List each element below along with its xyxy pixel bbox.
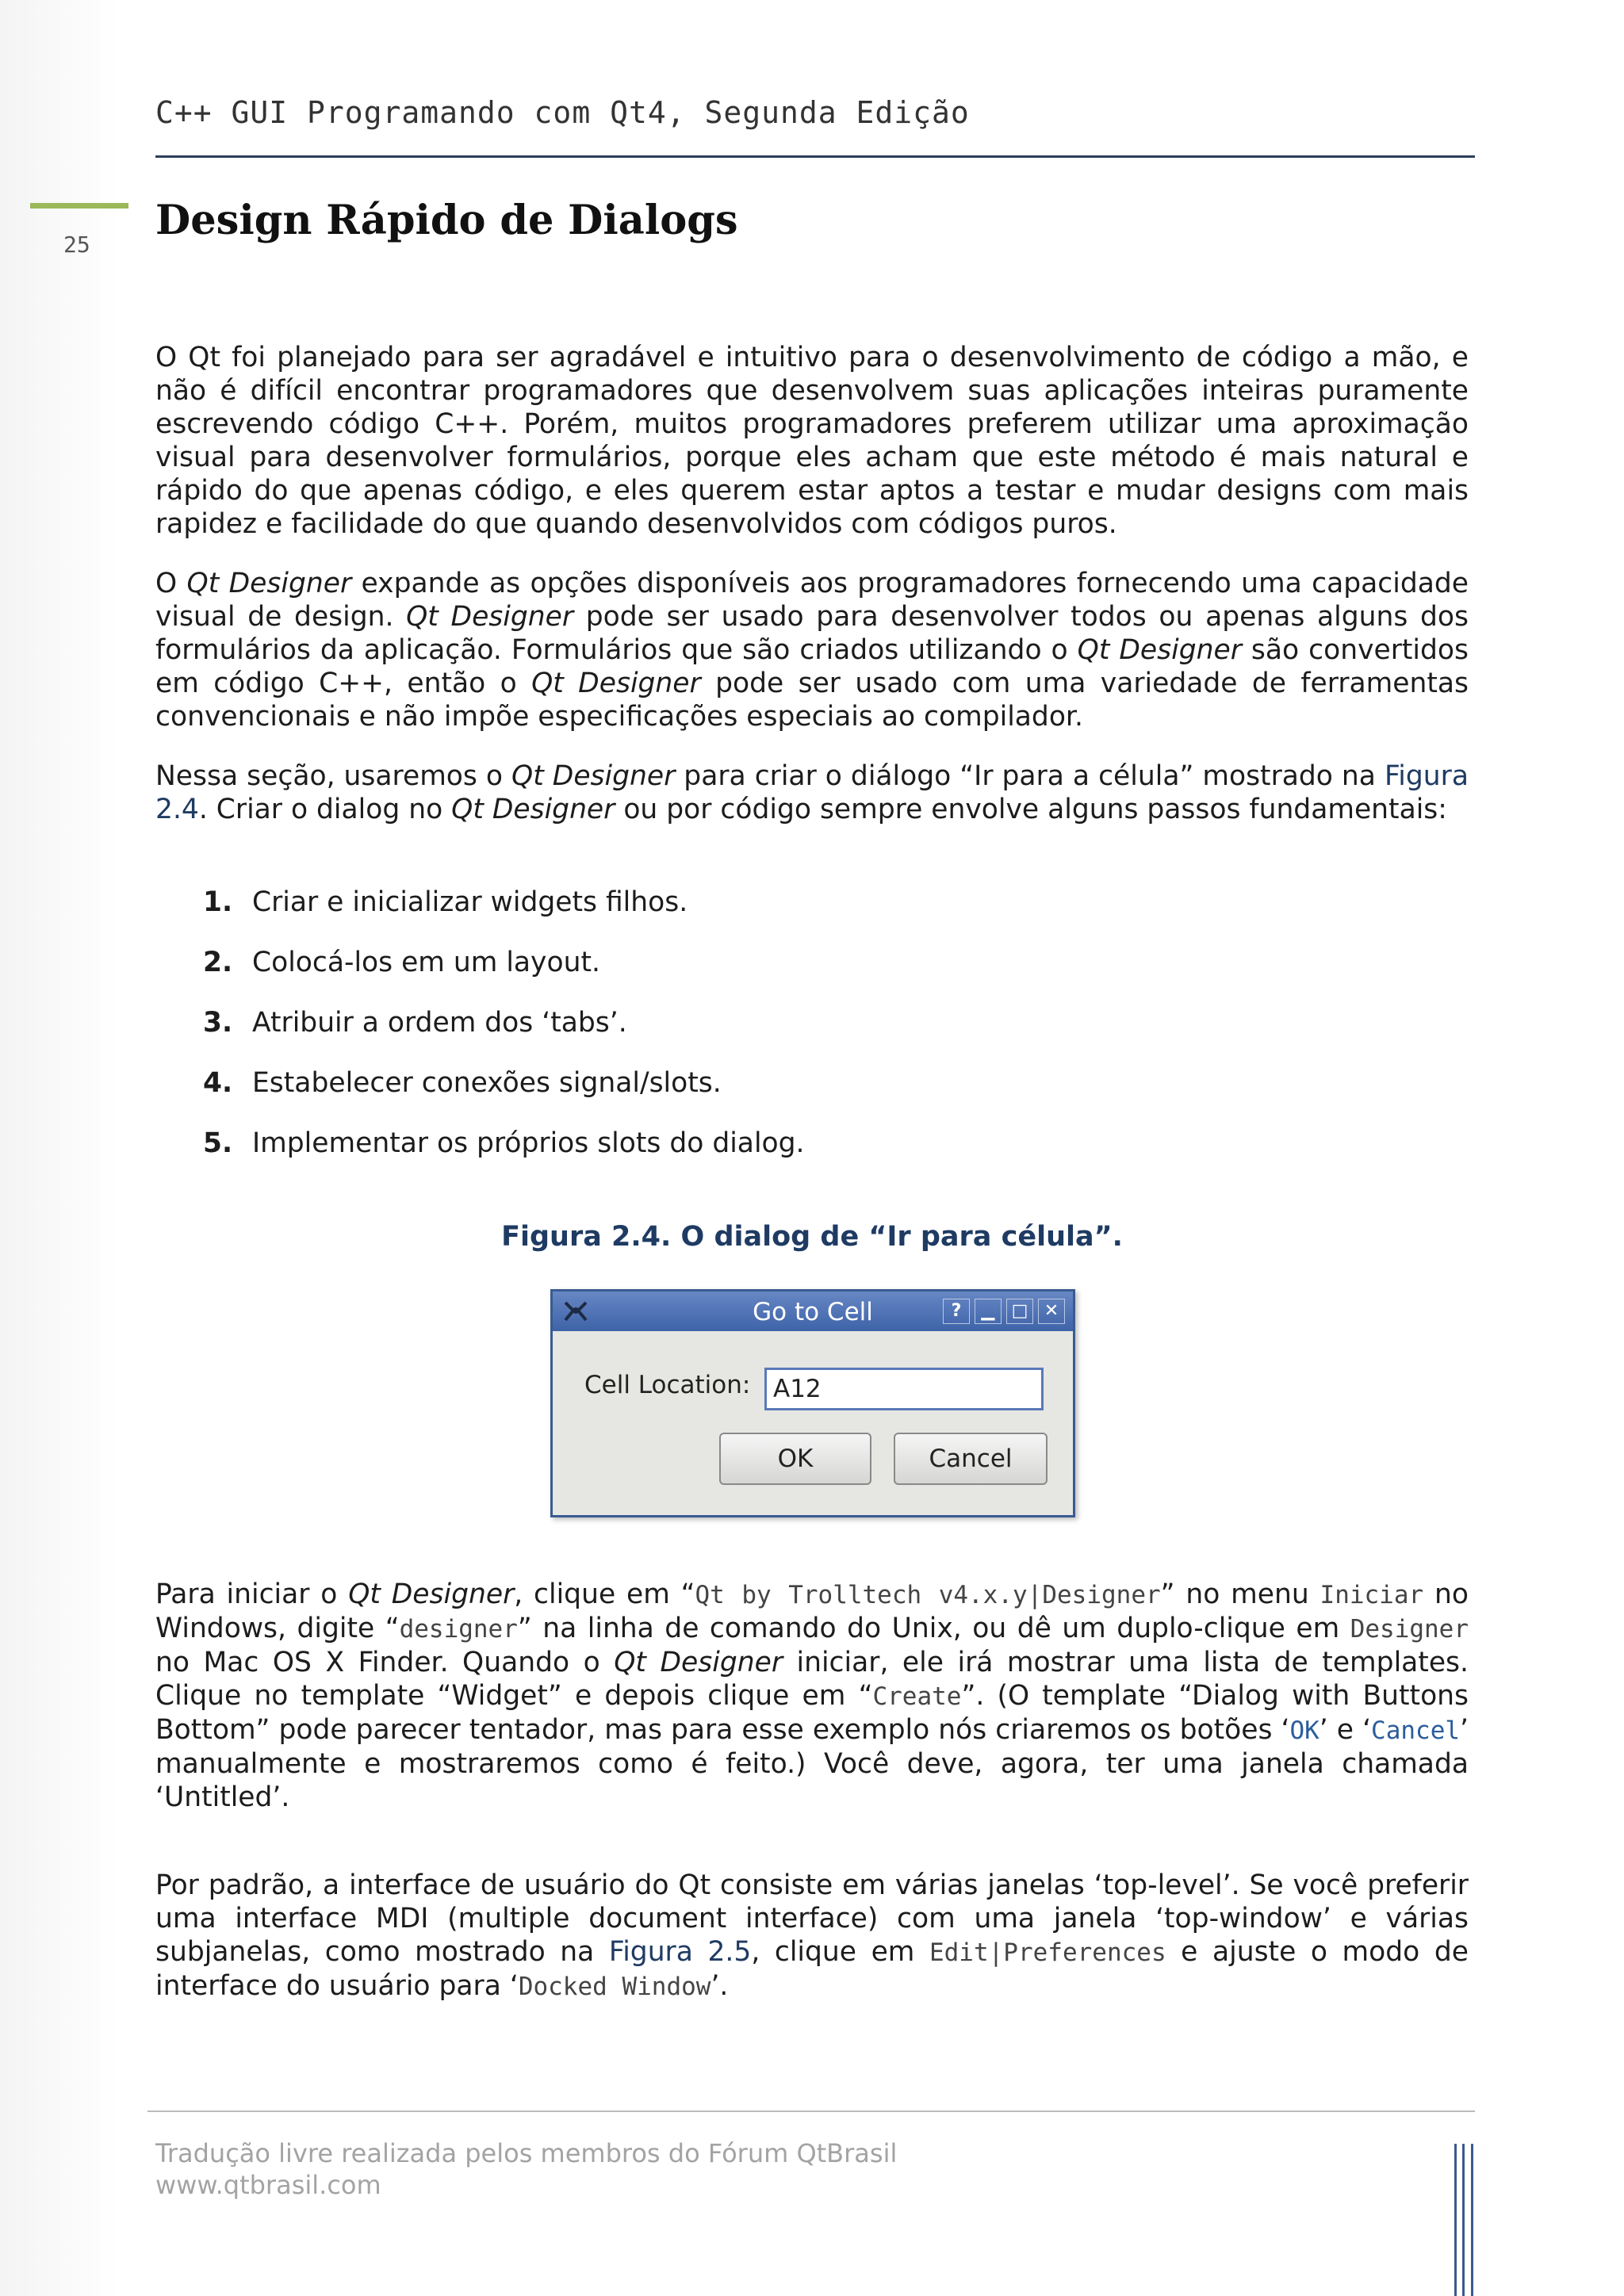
list-item — [203, 1067, 805, 1127]
emphasis: Qt Designer — [451, 794, 615, 825]
cell-location-label: Cell Location: — [584, 1371, 751, 1399]
step-number: 3. — [203, 1007, 233, 1039]
figure-link[interactable]: Figura 2.4 — [155, 760, 1469, 825]
footer-decoration — [1454, 2144, 1473, 2296]
running-header: C++ GUI Programando com Qt4, Segunda Edição — [155, 95, 970, 130]
code-text: Edit|Preferences — [929, 1938, 1166, 1967]
emphasis: Qt Designer — [186, 568, 352, 599]
list-item — [203, 947, 805, 1007]
footer-url: www.qtbrasil.com — [155, 2170, 381, 2200]
step-text: Implementar os próprios slots do dialog. — [252, 1127, 805, 1159]
cancel-button[interactable]: Cancel — [894, 1433, 1048, 1485]
emphasis: Qt Designer — [406, 601, 574, 633]
code-text: Iniciar — [1320, 1581, 1424, 1609]
code-text: designer — [399, 1615, 518, 1644]
steps-list — [203, 886, 805, 1188]
figure-link[interactable]: Figura 2.5 — [608, 1936, 752, 1968]
paragraph-intro: O Qt foi planejado para ser agradável e intuitivo para o desenvolvimento de código a mão, e não é difícil encontrar programadores que desenvolvem suas aplicações inteiras puramente escrevendo código C++. Porém, muitos programadores preferem utilizar uma aproximação visual para desenvolver formulários, porque eles acham que este método é mais natural e rápido do que apenas código, e eles querem estar aptos a testar e mudar designs com mais rapidez e facilidade do que quando desenvolvidos com códigos puros. — [155, 342, 1469, 540]
dialog-title: Go to Cell — [753, 1298, 873, 1326]
list-item — [203, 886, 805, 947]
maximize-icon[interactable]: □ — [1006, 1299, 1033, 1324]
emphasis: Qt Designer — [531, 668, 701, 699]
list-item — [203, 1007, 805, 1067]
step-number: 2. — [203, 947, 233, 978]
emphasis: Qt Designer — [511, 760, 676, 792]
cell-location-input[interactable]: A12 — [764, 1368, 1044, 1410]
code-text: Qt by Trolltech v4.x.y|Designer — [695, 1581, 1161, 1609]
footer-credit: Tradução livre realizada pelos membros do Fórum QtBrasil — [155, 2138, 898, 2168]
page-number: 25 — [63, 232, 90, 258]
emphasis: Qt Designer — [1077, 634, 1242, 666]
step-number: 1. — [203, 886, 233, 918]
step-number: 5. — [203, 1127, 233, 1159]
help-icon[interactable]: ? — [943, 1299, 970, 1324]
footer — [155, 2137, 897, 2201]
code-text: OK — [1289, 1716, 1320, 1745]
go-to-cell-dialog — [550, 1289, 1075, 1517]
list-item — [203, 1127, 805, 1188]
ok-button[interactable]: OK — [719, 1433, 871, 1485]
code-text: Docked Window — [518, 1973, 711, 2001]
code-text: Cancel — [1371, 1716, 1461, 1745]
step-number: 4. — [203, 1067, 233, 1099]
paragraph-section-intro: Nessa seção, usaremos o Qt Designer para criar o diálogo “Ir para a célula” mostrado na Figura 2.4. Criar o dialog no Qt Designer ou por código sempre envolve alguns passos fundamentais: — [155, 760, 1469, 825]
footer-divider — [147, 2110, 1475, 2112]
minimize-icon[interactable]: ▁ — [975, 1299, 1002, 1324]
code-text: Designer — [1350, 1615, 1469, 1644]
paragraph-qt-designer: O Qt Designer expande as opções disponíveis aos programadores fornecendo uma capacidade visual de design. Qt Designer pode ser usado para desenvolver todos ou apenas alguns dos formulários da aplicação. Formulários que são criados utilizando o Qt Designer são convertidos em código C++, então o Qt Designer pode ser usado com uma variedade de ferramentas convencionais e não impõe especificações especiais ao compilador. — [155, 568, 1469, 733]
code-text: Create — [872, 1682, 962, 1711]
step-text: Atribuir a ordem dos ‘tabs’. — [252, 1007, 627, 1039]
emphasis: Qt Designer — [348, 1578, 515, 1610]
step-text: Colocá-los em um layout. — [252, 947, 600, 978]
figure-caption: Figura 2.4. O dialog de “Ir para célula”. — [501, 1221, 1123, 1253]
page-tab-accent — [30, 203, 128, 209]
emphasis: Qt Designer — [614, 1647, 783, 1678]
dialog-titlebar[interactable] — [553, 1292, 1073, 1331]
page-margin — [0, 0, 119, 2296]
close-icon[interactable]: ✕ — [1038, 1299, 1065, 1324]
step-text: Criar e inicializar widgets filhos. — [252, 886, 688, 918]
header-divider — [155, 155, 1475, 158]
window-controls — [943, 1299, 1065, 1324]
paragraph-mdi: Por padrão, a interface de usuário do Qt consiste em várias janelas ‘top-level’. Se você preferir uma interface MDI (multiple document interface) com uma janela ‘top-window’ e várias subjanelas, como mostrado na Figura 2.5, clique em Edit|Preferences e ajuste o modo de interface do usuário para ‘Docked Window’. — [155, 1869, 1469, 2002]
paragraph-start-designer: Para iniciar o Qt Designer, clique em “Qt by Trolltech v4.x.y|Designer” no menu Iniciar no Windows, digite “designer” na linha de comando do Unix, ou dê um duplo-clique em Designer no Mac OS X Finder. Quando o Qt Designer iniciar, ele irá mostrar uma lista de templates. Clique no template “Widget” e depois clique em “Create”. (O template “Dialog with Buttons Bottom” pode parecer tentador, mas para esse exemplo nós criaremos os botões ‘OK’ e ‘Cancel’ manualmente e mostraremos como é feito.) Você deve, agora, ter uma janela chamada ‘Untitled’. — [155, 1578, 1469, 1813]
section-title: Design Rápido de Dialogs — [155, 197, 738, 244]
step-text: Estabelecer conexões signal/slots. — [252, 1067, 722, 1099]
